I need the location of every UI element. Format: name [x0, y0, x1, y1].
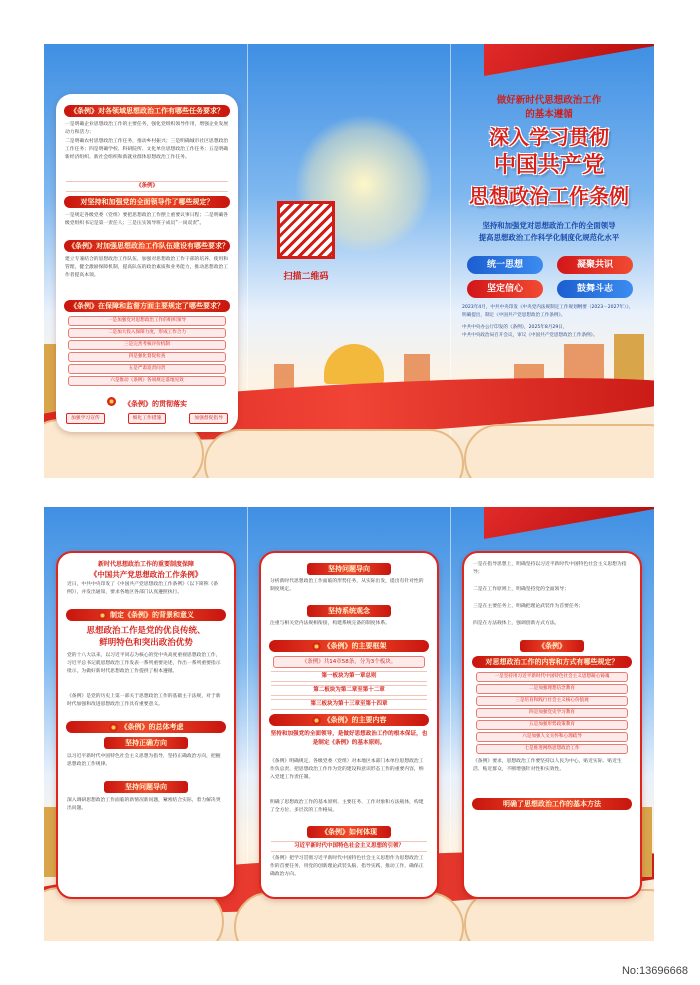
cover-note: 中共中央办公厅印发的《条例》，2025年8月29日，: [462, 325, 568, 330]
chip-item: 加强学习宣传: [66, 413, 105, 424]
body-text: 二是在工作原则上，明确坚持党的全面领导；: [473, 587, 569, 592]
card-top-line: 新时代思想政治工作的重要制度保障: [97, 561, 194, 568]
section-heading: 对坚持和加强党的全面领导作了哪些规定？: [64, 196, 230, 208]
framework-line: 第二板块为第二章至第十二章: [271, 685, 427, 696]
key-point-pill: 一是加强党对思想政治工作的组织领导: [68, 316, 226, 326]
key-point-pill: 六是加强人文关怀和心理疏导: [476, 732, 628, 742]
body-text: 以习近平新时代中国特色社会主义思想为指导，坚持正确政治方向，把握思想政治工作规律。: [67, 754, 221, 767]
key-point-pill: 五是加强形势政策教育: [476, 720, 628, 730]
cover-note: 中共中央政治局召开会议，审议《中国共产党思想政治工作条例》。: [462, 333, 598, 338]
chip-item: 加强督促指导: [189, 413, 228, 424]
qr-code-label: 扫描二维码: [283, 272, 329, 282]
key-point-pill: 二是加强理想信念教育: [476, 684, 628, 694]
body-text: 一是规定各级党委（党组）要把思想政治工作摆上重要议事日程；二是明确各级党组织书记是第一责任人；三是压实领导班子成员“一岗双责”。: [65, 213, 229, 226]
body-text: 近日，中共中央印发了《中国共产党思想政治工作条例》（以下简称《条例》），并发出通知，要求各地区各部门认真遵照执行。: [67, 582, 219, 595]
question-line: 习近平新时代中国特色社会主义思想的引领？: [271, 841, 427, 852]
content-card-left: [56, 94, 238, 432]
cover-title: 深入学习贯彻: [489, 125, 609, 149]
body-text: 三是在主要任务上，明确把理论武装作为首要任务；: [473, 604, 584, 609]
sub-heading-tag: 坚持正确方向: [104, 737, 188, 749]
key-point-pill: 三是培育和践行社会主义核心价值观: [476, 696, 628, 706]
body-text: 《条例》是党的历史上第一部关于思想政治工作的基础主干法规，对于新时代加强和改进思想政治工作具有重要意义。: [67, 694, 221, 707]
cover-tagline: 提高思想政治工作科学化制度化规范化水平: [478, 233, 620, 242]
heading-text: 《条例》的主要内容: [323, 716, 387, 724]
cloud-decoration: [204, 429, 464, 478]
card-top-title: 《中国共产党思想政治工作条例》: [89, 570, 203, 579]
party-emblem-icon: [312, 716, 321, 725]
slogan-badge: 鼓舞斗志: [557, 280, 633, 298]
sub-heading-tag: 《条例》: [520, 640, 584, 652]
heading-text: 制定《条例》的背景和意义: [110, 611, 194, 619]
body-text: 明确了思想政治工作的基本原则、主要任务、工作对象和方法载体，构建了全方位、多层次的工作格局。: [270, 800, 424, 813]
body-text: 注重与相关党内法规相衔接，构建系统完备的制度体系。: [270, 621, 390, 626]
cloud-decoration: [234, 892, 464, 941]
key-point-pill: 五是严肃追责问责: [68, 364, 226, 374]
heading-text: 《条例》的主要框架: [323, 642, 387, 650]
body-text: 分析新时代思想政治工作面临的形势任务，从实际出发，提出有针对性的制度规定。: [270, 579, 424, 592]
section-heading: 明确了思想政治工作的基本方法: [472, 798, 632, 810]
content-card-left: [56, 551, 236, 899]
content-card-right: [462, 551, 642, 899]
framework-line: 第一板块为第一章总则: [271, 671, 427, 682]
slogan-badge: 凝聚共识: [557, 256, 633, 274]
key-point-pill: 七是推进网络思想政治工作: [476, 744, 628, 754]
brochure-inner-side: [44, 507, 654, 941]
key-point-pill: 二是加大投入保障力度，形成工作合力: [68, 328, 226, 338]
brochure-outer-side: [44, 44, 654, 478]
framework-line: 第三板块为第十三章至第十四章: [271, 699, 427, 710]
party-emblem-icon: [107, 397, 116, 406]
section-heading: [66, 609, 226, 621]
highlight-text: 思想政治工作是党的优良传统、: [86, 626, 206, 636]
section-heading: 《条例》对各领域思想政治工作有哪些任务要求？: [64, 105, 230, 117]
cover-title: 思想政治工作条例: [469, 184, 629, 208]
cover-tagline: 坚持和加强党对思想政治工作的全面领导: [482, 221, 616, 230]
sub-heading-tag: 《条例》如何体现: [307, 826, 391, 838]
image-id-watermark: No:13696668: [621, 965, 688, 977]
party-emblem-icon: [109, 723, 118, 732]
cover-note: 明确提出，制定《中国共产党思想政治工作条例》。: [462, 313, 566, 318]
section-heading: [66, 721, 226, 733]
sub-heading-tag: 坚持问题导向: [307, 563, 391, 575]
section-heading: 《条例》在保障和监督方面主要规定了哪些要求？: [64, 300, 230, 312]
body-text: 建立专兼结合的思想政治工作队伍，加强对思想政治工作干部的培养、使用和管理，健全激励保障机制，提高队伍的政治素质和业务能力，推动思想政治工作者提高本领。: [65, 257, 229, 278]
party-emblem-icon: [98, 611, 107, 620]
body-text: 《条例》把学习贯彻习近平新时代中国特色社会主义思想作为思想政治工作的首要任务，用党的创新理论武装头脑、指导实践、推动工作，确保正确政治方向。: [270, 856, 424, 877]
slogan-badge: 坚定信心: [467, 280, 543, 298]
content-card-middle: [259, 551, 439, 899]
key-point-pill: 六是推动《条例》各项规定落地见效: [68, 376, 226, 386]
body-text: 一是明确企业思想政治工作的主要任务，强化党组织领导作用，增强企业发展动力和活力；: [65, 122, 229, 135]
implementation-banner: [62, 391, 232, 410]
section-heading: [269, 714, 429, 726]
body-text: 《条例》要求，思想政治工作要坚持以人民为中心，贴近实际、贴近生活、贴近群众，不断增强针对性和实效性。: [473, 759, 622, 772]
body-text: 四是在方法载体上，强调创新方式方法。: [473, 621, 560, 626]
body-text: 二是明确农村思想政治工作任务，推动乡村振兴；三是明确城市社区思想政治工作任务；四是明确学校、科研院所、文化单位思想政治工作任务；五是明确新经济组织、新社会组织和新就业群体思想政治工作任务。: [65, 139, 229, 160]
body-text: 党的十八大以来，以习近平同志为核心的党中央高度重视思想政治工作，习近平总书记就思想政治工作发表一系列重要论述，作出一系列重要指示批示，为做好新时代思想政治工作提供了根本遵循。: [67, 653, 221, 674]
key-point-pill: 三是完善考核评价机制: [68, 340, 226, 350]
key-point-pill: 一是坚持用习近平新时代中国特色社会主义思想凝心铸魂: [476, 672, 628, 682]
body-text: 深入调研思想政治工作面临的新情况新问题，紧密结合实际，着力解决突出问题。: [67, 798, 221, 811]
party-emblem-icon: [312, 642, 321, 651]
qr-code-placeholder: [277, 201, 335, 259]
highlight-text: 鲜明特色和突出政治优势: [99, 638, 193, 648]
cover-title: 中国共产党: [493, 153, 604, 178]
key-point-pill: 四是加强党史学习教育: [476, 708, 628, 718]
implementation-chips: [66, 413, 228, 424]
red-flag-decoration: [484, 44, 654, 76]
heading-text: 《条例》的总体考虑: [120, 723, 184, 731]
cover-note: 2023年4月，中共中央印发《中央党内法规制定工作规划纲要（2023－2027年）》，: [462, 305, 634, 310]
cover-subtitle: 做好新时代思想政治工作: [496, 95, 602, 106]
section-heading: 对思想政治工作的内容和方式有哪些规定？: [472, 656, 632, 668]
slogan-badge: 统一思想: [467, 256, 543, 274]
sub-heading-tag: 坚持系统观念: [307, 605, 391, 617]
sub-heading-tag: 坚持问题导向: [104, 781, 188, 793]
cloud-decoration: [464, 424, 654, 478]
banner-title: 《条例》的贯彻落实: [124, 400, 188, 408]
body-text: 《条例》明确规定，各级党委（党组）对本地区本部门本单位思想政治工作负总责，把思想政治工作作为党的建设和意识形态工作的重要内容，纳入党建工作责任制。: [270, 759, 424, 780]
section-heading: 《条例》对加强思想政治工作队伍建设有哪些要求？: [64, 240, 230, 252]
red-flag-decoration: [484, 507, 654, 539]
chip-item: 细化工作措施: [128, 413, 167, 424]
body-text: 一是在指导思想上，明确坚持以习近平新时代中国特色社会主义思想为指导；: [473, 562, 627, 575]
key-point-pill: 《条例》共14章58条，分为3个板块。: [273, 656, 425, 668]
section-subheading: 《条例》: [66, 181, 228, 192]
key-point-pill: 四是强化督促检查: [68, 352, 226, 362]
temple-of-heaven: [324, 344, 384, 384]
section-heading: [269, 640, 429, 652]
highlight-text: 坚持和加强党的全面领导，是做好思想政治工作的根本保证，也是制定《条例》的基本原则。: [270, 731, 428, 746]
cover-subtitle: 的基本遵循: [525, 109, 573, 120]
